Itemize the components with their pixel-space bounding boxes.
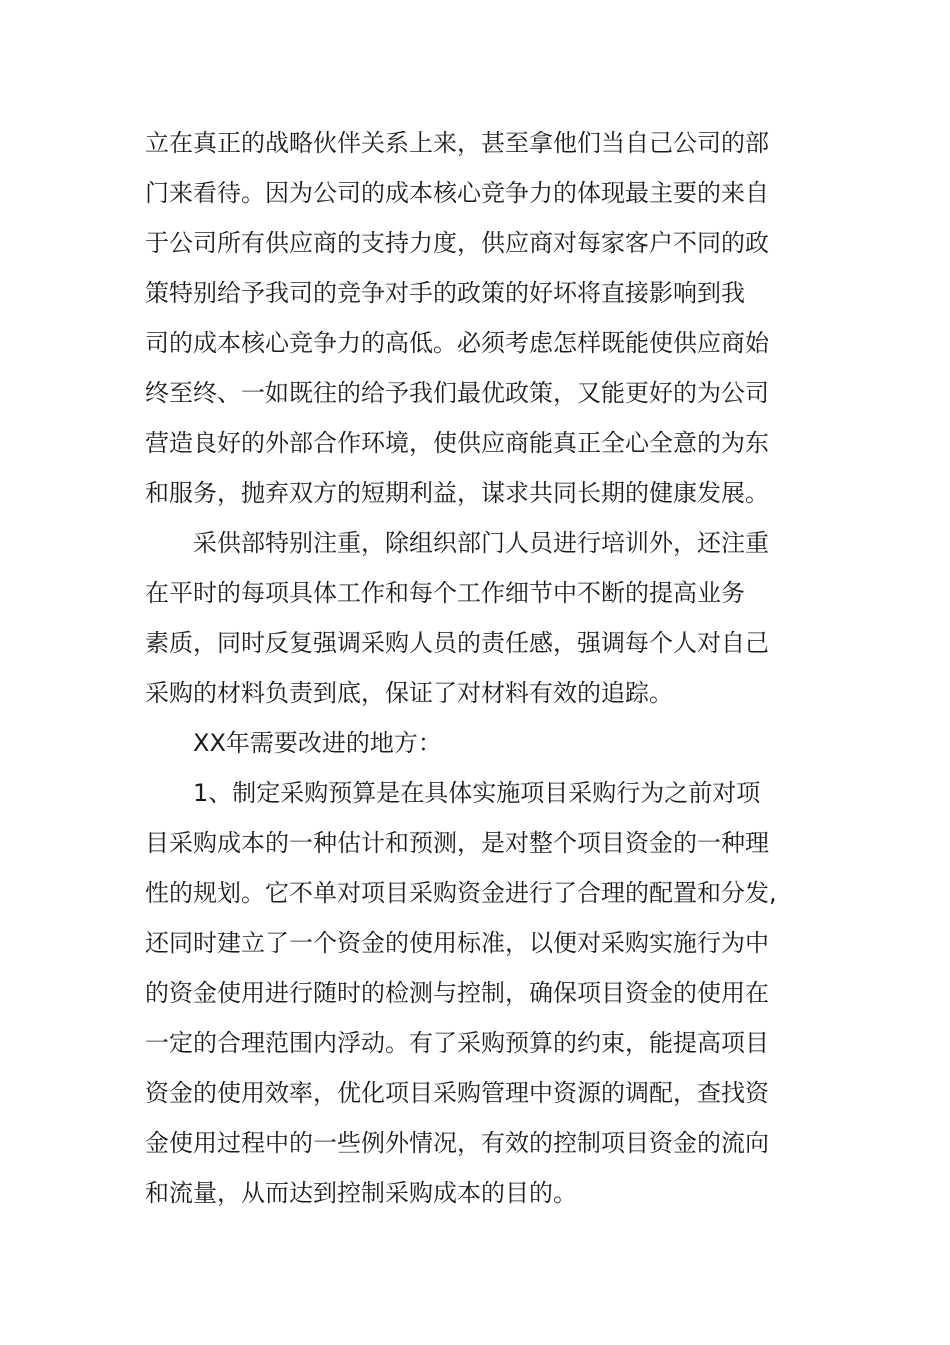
text-line-15: 目采购成本的一种估计和预测，是对整个项目资金的一种理 (145, 829, 769, 857)
text-line-4: 策特别给予我司的竞争对手的政策的好坏将直接影响到我 (145, 279, 745, 307)
document-body (145, 118, 777, 1218)
text-line-8: 和服务，抛弃双方的短期利益，谋求共同长期的健康发展。 (145, 479, 769, 507)
text-line-11: 素质，同时反复强调采购人员的责任感，强调每个人对自己 (145, 629, 769, 657)
text-line-17: 还同时建立了一个资金的使用标准，以便对采购实施行为中 (145, 929, 769, 957)
paragraph-start-line: 采供部特别注重，除组织部门人员进行培训外，还注重 (193, 529, 769, 557)
text-line-10: 在平时的每项具体工作和每个工作细节中不断的提高业务 (145, 579, 745, 607)
text-line-3: 于公司所有供应商的支持力度，供应商对每家客户不同的政 (145, 229, 769, 257)
text-line-20: 资金的使用效率，优化项目采购管理中资源的调配，查找资 (145, 1079, 769, 1107)
text-line-7: 营造良好的外部合作环境，使供应商能真正全心全意的为东 (145, 429, 769, 457)
text-line-18: 的资金使用进行随时的检测与控制，确保项目资金的使用在 (145, 979, 769, 1007)
text-line-21: 金使用过程中的一些例外情况，有效的控制项目资金的流向 (145, 1129, 769, 1157)
section-heading: XX年需要改进的地方： (193, 729, 442, 757)
text-line-19: 一定的合理范围内浮动。有了采购预算的约束，能提高项目 (145, 1029, 769, 1057)
numbered-item-start-line: 1、制定采购预算是在具体实施项目采购行为之前对项 (193, 779, 761, 807)
text-line-2: 门来看待。因为公司的成本核心竞争力的体现最主要的来自 (145, 179, 769, 207)
text-line-22: 和流量，从而达到控制采购成本的目的。 (145, 1179, 577, 1207)
text-line-5: 司的成本核心竞争力的高低。必须考虑怎样既能使供应商始 (145, 329, 769, 357)
text-line-1: 立在真正的战略伙伴关系上来，甚至拿他们当自己公司的部 (145, 129, 769, 157)
text-line-6: 终至终、一如既往的给予我们最优政策，又能更好的为公司 (145, 379, 769, 407)
text-line-16: 性的规划。它不单对项目采购资金进行了合理的配置和分发, (145, 879, 777, 907)
text-line-12: 采购的材料负责到底，保证了对材料有效的追踪。 (145, 679, 673, 707)
